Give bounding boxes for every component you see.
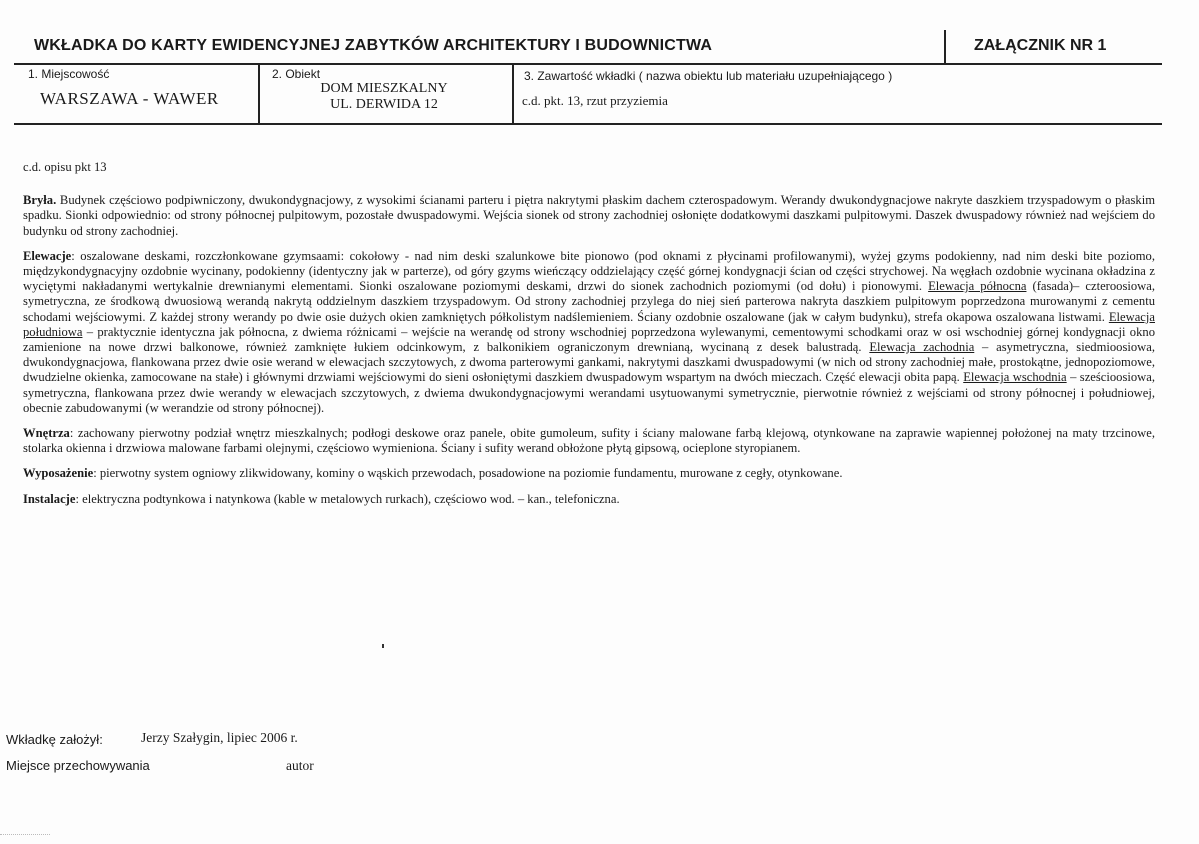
object-line-2: UL. DERWIDA 12 (330, 97, 438, 112)
attachment-number: ZAŁĄCZNIK NR 1 (974, 37, 1107, 54)
underlined-heading: Elewacja wschodnia (963, 370, 1067, 385)
section-text: : pierwotny system ogniowy zlikwidowany, kominy o wąskich przewodach, posadowione na poziomie fundamentu, murowane z cegły, otynkowane. (93, 466, 843, 481)
section-bryla (23, 193, 1155, 239)
section-text: – sześcioosiowa, symetryczna, flankowana przez dwie werandy w elewacjach szczytowych, z dwiema dwukondygnacjowymi werandami usytuowanymi symetrycznie, pierwotnie również z wejściami od strony północnej i południowej, obecnie zabudowanymi (w werandzie od strony północnej). (23, 370, 1155, 415)
scan-edge-mark (0, 834, 50, 836)
header-divider (944, 30, 946, 63)
section-text: (fasada)– czteroosiowa, symetryczna, ze środkową dwuosiową werandą nakrytą oddzielnym daszkiem trzyspadowym. Od strony zachodniej przylega do niej sień parterowa nakryta daszkiem pulpitowym poprzedzona murowanymi z cementu schodami wejściowymi. Z każdej strony werandy po dwie osie dużych okien zamkniętych półkolistym nadślemieniem. Ściany ozdobnie oszalowane (jak w całym budynku), strefa okapowa oszalowana listwami. (23, 279, 1155, 324)
object-label: 2. Obiekt (272, 67, 321, 81)
section-heading: Elewacje (23, 248, 72, 263)
object-line-1: DOM MIESZKALNY (320, 81, 448, 96)
object-value (294, 81, 474, 113)
section-wyposazenie (23, 466, 1155, 481)
field-divider (258, 63, 260, 123)
section-elewacje (23, 249, 1155, 416)
created-value: Jerzy Szałygin, lipiec 2006 r. (141, 730, 298, 745)
stray-mark (382, 644, 384, 648)
content-value: c.d. pkt. 13, rzut przyziemia (522, 93, 668, 108)
section-text: – praktycznie identyczna jak północna, z dwiema różnicami – wejście na werandę od strony wschodniej poprzedzona wylewanymi, cementowymi schodkami oraz w osi wschodniej górnej kondygnacji okno zamienione na nowe drzwi balkonowe, również zamknięte łukiem odcinkowym, z balkonikiem ograniczonym drewnianą, wycinaną z desek balustradą. (23, 324, 1155, 355)
content-label: 3. Zawartość wkładki ( nazwa obiektu lub materiału uzupełniającego ) (524, 69, 893, 83)
created-label: Wkładkę założył: (6, 732, 103, 747)
underlined-heading: Elewacja północna (928, 279, 1027, 294)
storage-value: autor (286, 758, 314, 773)
section-heading: Wnętrza (23, 426, 70, 441)
header-rule-top (14, 63, 1162, 65)
section-heading: Instalacje (23, 491, 76, 506)
intro-line: c.d. opisu pkt 13 (23, 160, 107, 174)
section-heading: Bryła. (23, 193, 57, 208)
description-body (23, 160, 1155, 517)
header-rule-bottom (14, 123, 1162, 125)
section-heading: Wyposażenie (23, 466, 94, 481)
field-divider (512, 63, 514, 123)
section-text: : oszalowane deskami, rozczłonkowane gzymsaami: cokołowy - nad nim deski szalunkowe bite pionowo (pod oknami z płycinami profilowanymi), wyżej gzyms podokienny, nad nim deski bite poziomo, międzykondygnacyjny ozdobnie wycinany, podokienny (identyczny jak w parterze), od góry gzyms wieńczący oddzielający część górnej kondygnacji ścian od części strychowej. Na węgłach ozdobnie wycinana okładzina z wyciętymi nakładanymi wertykalnie drewnianymi elementami. Sionki oszalowane poziomymi deskami, drzwi do sionek zachodnich poziomymi (od dołu) i pionowymi. (23, 248, 1155, 294)
underlined-heading: Elewacja południowa (23, 309, 1155, 339)
locality-value: WARSZAWA - WAWER (40, 89, 219, 108)
section-instalacje (23, 492, 1155, 507)
document-title: WKŁADKA DO KARTY EWIDENCYJNEJ ZABYTKÓW ARCHITEKTURY I BUDOWNICTWA (34, 37, 713, 54)
storage-label: Miejsce przechowywania (6, 758, 150, 773)
section-text: : zachowany pierwotny podział wnętrz mieszkalnych; podłogi deskowe oraz panele, obite gumoleum, sufity i ściany malowane farbą klejową, otynkowane na zaprawie wapiennej położonej na maty trzcinowe, stolarka okienna i drzwiowa malowane farbami olejnymi, częściowo wymieniona. Ściany i sufity werand obłożone płytą gipsową, ocieplone styropianem. (23, 426, 1155, 456)
section-wnetrza (23, 426, 1155, 456)
header-table (14, 30, 1162, 125)
locality-label: 1. Miejscowość (28, 67, 110, 81)
section-text: Budynek częściowo podpiwniczony, dwukondygnacjowy, z wysokimi ścianami parteru i piętra nakrytymi płaskim dachem czterospadowym. Werandy dwukondygnacjowe nakryte daszkiem trzyspadowym o płaskim spadku. Sionki odpowiednio: od strony północnej pulpitowym, pozostałe dwuspadowymi. Wejścia sionek od strony zachodniej osłonięte dodatkowymi daszkami pulpitowymi. Daszek dwuspadowy również nad wejściem do budynku od strony zachodniej. (23, 193, 1155, 238)
section-text: : elektryczna podtynkowa i natynkowa (kable w metalowych rurkach), częściowo wod. – kan., telefoniczna. (75, 491, 620, 506)
underlined-heading: Elewacja zachodnia (869, 340, 975, 355)
section-text: – asymetryczna, siedmioosiowa, dwukondygnacjowa, flankowana przez dwie osie werand w elewacjach szczytowych, z dwoma parterowymi gankami, nakrytymi daszkami dwuspadowymi (w nich od strony zachodniej małe, prostokątne, jednopoziomowe, dwudzielne okienka, zamocowane na stałe) i głównymi drzwiami wejściowymi do sieni osłoniętymi daszkiem dwuspadowym wspartym na dwóch mieczach. Część elewacji obita papą. (23, 340, 1155, 385)
